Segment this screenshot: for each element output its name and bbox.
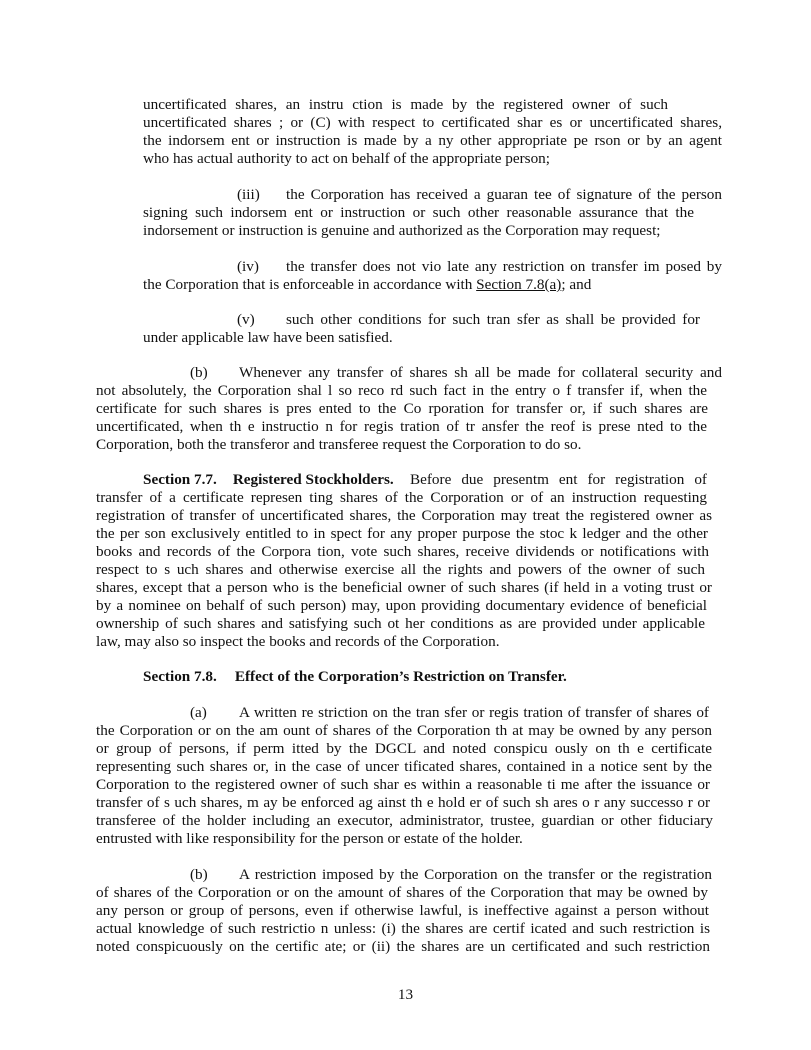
text-line: certificate for such shares is pres ented to the Co rporation for transfer or, if such shares are <box>96 400 708 417</box>
text-line: signing such indorsem ent or instruction or such other reasonable assurance that the <box>143 204 694 221</box>
text-line: uncertificated, when th e instructio n for regis tration of tr ansfer the reof is prese nted to the <box>96 418 707 435</box>
text-line: under applicable law have been satisfied. <box>143 329 393 346</box>
text-line: indorsement or instruction is genuine and authorized as the Corporation may request; <box>143 222 661 239</box>
text-line: Whenever any transfer of shares sh all be made for collateral security and <box>239 364 722 381</box>
text-line: transferee of the holder including an executor, administrator, trustee, guardian or other fiduciary <box>96 812 713 829</box>
page-number: 13 <box>397 986 414 1003</box>
text-line: the Corporation has received a guaran tee of signature of the person <box>286 186 722 203</box>
section-number: Section 7.7. <box>143 471 217 488</box>
text-span: ; and <box>561 276 592 293</box>
text-line: A restriction imposed by the Corporation on the transfer or the registration <box>239 866 712 883</box>
text-line: such other conditions for such tran sfer as shall be provided for <box>286 311 700 328</box>
text-line: A written re striction on the tran sfer or regis tration of transfer of shares of <box>239 704 709 721</box>
text-span: the Corporation that is enforceable in accordance with <box>143 276 477 293</box>
text-line: of shares of the Corporation or on the amount of shares of the Corporation that may be owned by <box>96 884 708 901</box>
text-line: transfer of a certificate represen ting shares of the Corporation or of an instruction requesting <box>96 489 707 506</box>
text-line: actual knowledge of such restrictio n unless: (i) the shares are certif icated and such restriction is <box>96 920 710 937</box>
text-line: transfer of s uch shares, m ay be enforced ag ainst th e hold er of such sh ares o r any successo r or <box>96 794 710 811</box>
text-line: representing such shares or, in the case of uncer tificated shares, contained in a notice sent by the <box>96 758 712 775</box>
item-marker: (iii) <box>237 186 260 203</box>
section-7-8a-reference-link[interactable]: Section 7.8(a) <box>476 276 562 293</box>
text-line: by a nominee on behalf of such person) may, upon providing documentary evidence of beneficial <box>96 597 707 614</box>
text-line: Before due presentm ent for registration of <box>410 471 707 488</box>
text-line: or group of persons, if perm itted by the DGCL and noted conspicu ously on th e certificate <box>96 740 712 757</box>
text-line: registration of transfer of uncertificated shares, the Corporation may treat the registered owner as <box>96 507 712 524</box>
text-line: law, may also so inspect the books and records of the Corporation. <box>96 633 500 650</box>
text-line: any person or group of persons, even if otherwise lawful, is ineffective against a person without <box>96 902 709 919</box>
section-title: Registered Stockholders. <box>232 471 394 488</box>
text-line: the transfer does not vio late any restriction on transfer im posed by <box>286 258 722 275</box>
text-line: who has actual authority to act on behalf of the appropriate person; <box>143 150 550 167</box>
section-title: Effect of the Corporation’s Restriction on Transfer. <box>234 668 567 685</box>
text-line: Corporation, both the transferor and transferee request the Corporation to do so. <box>96 436 582 453</box>
text-line: shares, except that a person who is the beneficial owner of such shares (if held in a voting trust or <box>96 579 712 596</box>
item-marker: (b) <box>190 364 208 381</box>
text-line: entrusted with like responsibility for the person or estate of the holder. <box>96 830 523 847</box>
section-number: Section 7.8. <box>143 668 217 685</box>
item-marker: (a) <box>190 704 207 721</box>
text-line <box>143 276 591 294</box>
section-heading <box>143 471 394 489</box>
text-line: ownership of such shares and satisfying such ot her conditions as are provided under applicable <box>96 615 705 632</box>
text-line: uncertificated shares ; or (C) with respect to certificated shar es or uncertificated shares, <box>143 114 722 131</box>
text-line: the per son exclusively entitled to in spect for any proper purpose the stoc k ledger and the other <box>96 525 708 542</box>
text-line: uncertificated shares, an instru ction is made by the registered owner of such <box>143 96 668 113</box>
item-marker: (b) <box>190 866 208 883</box>
text-line: books and records of the Corpora tion, vote such shares, receive dividends or notifications with <box>96 543 709 560</box>
section-heading <box>143 668 567 686</box>
item-marker: (iv) <box>237 258 259 275</box>
item-marker: (v) <box>237 311 255 328</box>
text-line: noted conspicuously on the certific ate; or (ii) the shares are un certificated and such restriction <box>96 938 710 955</box>
text-line: the indorsem ent or instruction is made by a ny other appropriate pe rson or by an agent <box>143 132 722 149</box>
text-line: not absolutely, the Corporation shal l so reco rd such fact in the entry o f transfer if, when the <box>96 382 707 399</box>
text-line: respect to s uch shares and otherwise exercise all the rights and powers of the owner of such <box>96 561 705 578</box>
text-line: the Corporation or on the am ount of shares of the Corporation th at may be owned by any person <box>96 722 712 739</box>
text-line: Corporation to the registered owner of such shar es within a reasonable ti me after the issuance or <box>96 776 710 793</box>
